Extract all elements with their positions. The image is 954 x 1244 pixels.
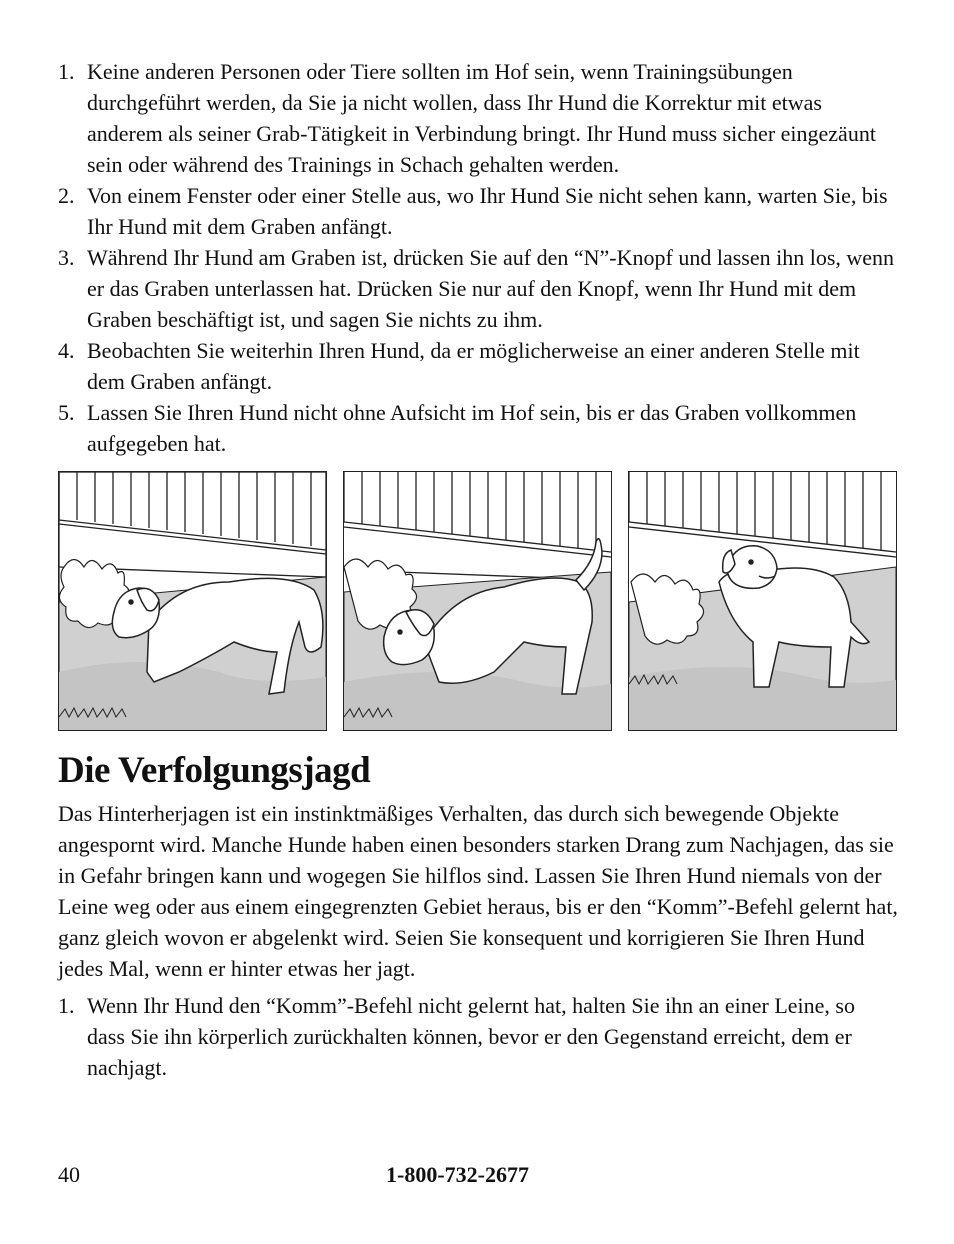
digging-steps-list <box>58 56 898 459</box>
section-heading: Die Verfolgungsjagd <box>58 750 371 791</box>
section-paragraph: Das Hinterherjagen ist ein instinktmäßiges Verhalten, das durch sich bewegende Objekte angespornt wird. Manche Hunde haben einen besonders starken Drang zum Nachjagen, das sie in Gefahr bringen kann und wogegen Sie hilflos sind. Lassen Sie Ihren Hund niemals von der Leine weg oder aus einem eingegrenzten Gebiet heraus, bis er den “Komm”-Befehl gelernt hat, ganz gleich wovon er abgelenkt wird. Seien Sie konsequent und korrigieren Sie Ihren Hund jedes Mal, wenn er hinter etwas her jagt. <box>58 801 898 981</box>
page-number: 40 <box>58 1162 80 1187</box>
list-item: 5. Lassen Sie Ihren Hund nicht ohne Aufsicht im Hof sein, bis er das Graben vollkommen aufgegeben hat. <box>58 400 857 456</box>
illustration-dog-stopped <box>628 471 897 731</box>
page-content <box>58 56 898 1083</box>
list-item: 1. Wenn Ihr Hund den “Komm”-Befehl nicht gelernt hat, halten Sie ihn an einer Leine, so dass Sie ihn körperlich zurückhalten können, bevor er den Gegenstand erreicht, dem er nachjagt. <box>58 993 855 1080</box>
illustration-dog-digging <box>58 471 327 731</box>
list-item: 1. Keine anderen Personen oder Tiere sollten im Hof sein, wenn Trainingsübungen durchgeführt werden, da Sie ja nicht wollen, dass Ihr Hund die Korrektur mit etwas anderem als seiner Grab-Tätigkeit in Verbindung bringt. Ihr Hund muss sicher eingezäunt sein oder während des Trainings in Schach gehalten werden. <box>58 59 876 177</box>
list-item: 2. Von einem Fenster oder einer Stelle aus, wo Ihr Hund Sie nicht sehen kann, warten Sie, bis Ihr Hund mit dem Graben anfängt. <box>58 183 888 239</box>
phone-number: 1-800-732-2677 <box>386 1162 529 1187</box>
list-item: 4. Beobachten Sie weiterhin Ihren Hund, da er möglicherweise an einer anderen Stelle mit dem Graben anfängt. <box>58 338 860 394</box>
chase-steps-list <box>58 990 898 1083</box>
illustration-dog-corrected <box>343 471 612 731</box>
illustration-panels <box>58 471 898 731</box>
list-item: 3. Während Ihr Hund am Graben ist, drücken Sie auf den “N”-Knopf und lassen ihn los, wenn er das Graben unterlassen hat. Drücken Sie nur auf den Knopf, wenn Ihr Hund mit dem Graben beschäftigt ist, und sagen Sie nichts zu ihm. <box>58 245 895 332</box>
